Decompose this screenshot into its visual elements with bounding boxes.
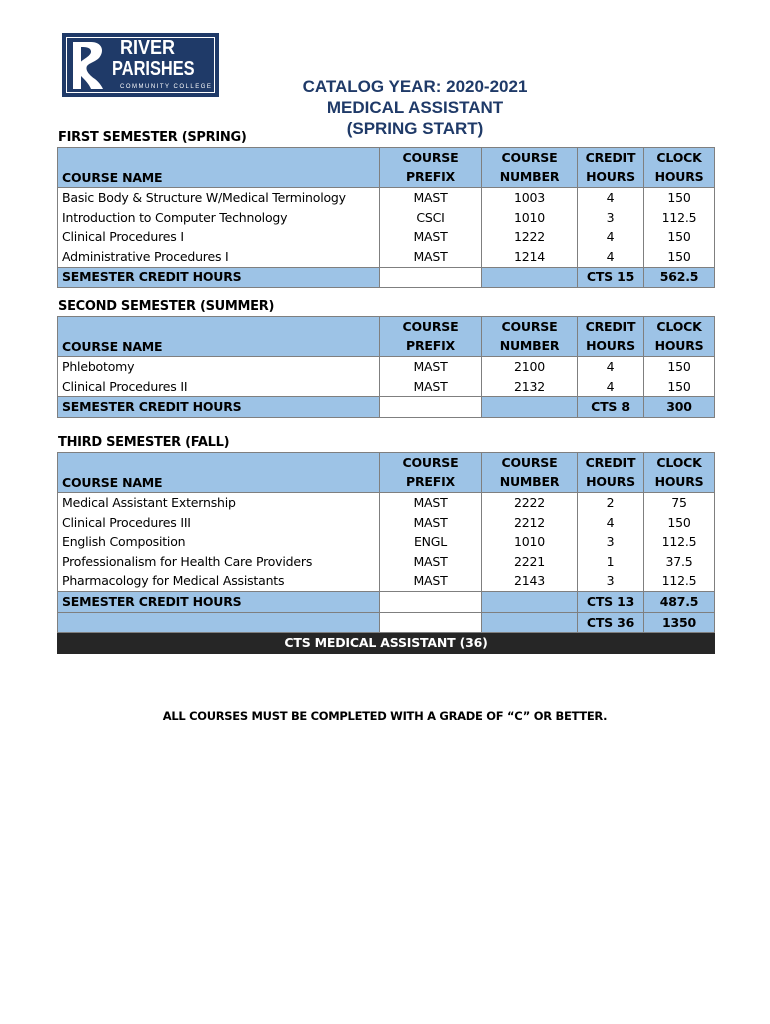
course-name: Clinical Procedures II [58, 377, 380, 397]
course-number: 2132 [482, 377, 578, 397]
semester-total-credit: CTS 15 [578, 267, 644, 288]
clock-hours: 112.5 [644, 572, 715, 592]
course-number: 2221 [482, 552, 578, 572]
header-credit-top: CREDIT [578, 317, 644, 337]
semester-total-label: SEMESTER CREDIT HOURS [58, 397, 380, 418]
semester-total-row [58, 592, 715, 613]
course-number: 1010 [482, 208, 578, 228]
logo-text-college: COMMUNITY COLLEGE [120, 84, 213, 90]
semester-total-row [58, 397, 715, 418]
clock-hours: 150 [644, 227, 715, 247]
total-blank [380, 267, 482, 288]
program-credential-label: CTS MEDICAL ASSISTANT (36) [58, 633, 715, 654]
course-number: 2143 [482, 572, 578, 592]
grand-total-clock: 1350 [644, 612, 715, 633]
course-number: 2222 [482, 493, 578, 513]
start-term: (SPRING START) [346, 119, 484, 138]
grand-total-row [58, 612, 715, 633]
header-blank [58, 148, 380, 168]
semester-1-heading: FIRST SEMESTER (SPRING) [58, 130, 247, 145]
course-prefix: ENGL [380, 532, 482, 552]
grand-total-blank [482, 612, 578, 633]
clock-hours: 112.5 [644, 208, 715, 228]
header-course-name: COURSE NAME [58, 168, 380, 188]
table-row [58, 513, 715, 533]
course-number: 1222 [482, 227, 578, 247]
college-logo [62, 33, 219, 97]
header-credit-bottom: HOURS [578, 337, 644, 357]
grand-total-blank [380, 612, 482, 633]
header-credit-bottom: HOURS [578, 473, 644, 493]
semester-total-row [58, 267, 715, 288]
course-number: 2212 [482, 513, 578, 533]
course-name: Clinical Procedures I [58, 227, 380, 247]
table-row [58, 377, 715, 397]
total-blank [380, 397, 482, 418]
semester-total-clock: 487.5 [644, 592, 715, 613]
semester-total-credit: CTS 13 [578, 592, 644, 613]
header-credit-top: CREDIT [578, 453, 644, 473]
course-number: 1010 [482, 532, 578, 552]
page-title [260, 76, 570, 139]
catalog-year: CATALOG YEAR: 2020-2021 [302, 77, 528, 96]
course-name: English Composition [58, 532, 380, 552]
clock-hours: 150 [644, 513, 715, 533]
course-name: Basic Body & Structure W/Medical Terminology [58, 188, 380, 208]
header-credit-top: CREDIT [578, 148, 644, 168]
header-prefix-bottom: PREFIX [380, 337, 482, 357]
header-number-top: COURSE [482, 317, 578, 337]
header-course-name: COURSE NAME [58, 473, 380, 493]
header-prefix-top: COURSE [380, 317, 482, 337]
credit-hours: 2 [578, 493, 644, 513]
table-row [58, 532, 715, 552]
semester-3-table [57, 452, 715, 654]
header-number-bottom: NUMBER [482, 168, 578, 188]
semester-2-table [57, 316, 715, 418]
credit-hours: 4 [578, 513, 644, 533]
header-number-top: COURSE [482, 148, 578, 168]
header-credit-bottom: HOURS [578, 168, 644, 188]
course-name: Administrative Procedures I [58, 247, 380, 267]
course-prefix: MAST [380, 377, 482, 397]
table-row [58, 208, 715, 228]
header-clock-bottom: HOURS [644, 473, 715, 493]
semester-1-table [57, 147, 715, 288]
semester-total-clock: 300 [644, 397, 715, 418]
semester-2-heading: SECOND SEMESTER (SUMMER) [58, 299, 275, 314]
grade-requirement-note: ALL COURSES MUST BE COMPLETED WITH A GRADE OF “C” OR BETTER. [162, 709, 608, 723]
course-name: Pharmacology for Medical Assistants [58, 572, 380, 592]
course-number: 2100 [482, 357, 578, 377]
course-name: Introduction to Computer Technology [58, 208, 380, 228]
program-total-row [58, 633, 715, 654]
course-prefix: MAST [380, 493, 482, 513]
semester-total-label: SEMESTER CREDIT HOURS [58, 592, 380, 613]
clock-hours: 37.5 [644, 552, 715, 572]
credit-hours: 4 [578, 377, 644, 397]
course-name: Phlebotomy [58, 357, 380, 377]
course-prefix: MAST [380, 227, 482, 247]
credit-hours: 4 [578, 188, 644, 208]
table-row [58, 227, 715, 247]
clock-hours: 150 [644, 357, 715, 377]
grand-total-blank [58, 612, 380, 633]
table-row [58, 357, 715, 377]
river-r-icon [69, 39, 107, 91]
clock-hours: 112.5 [644, 532, 715, 552]
header-blank [58, 453, 380, 473]
course-prefix: MAST [380, 513, 482, 533]
header-clock-top: CLOCK [644, 148, 715, 168]
total-blank [482, 397, 578, 418]
clock-hours: 75 [644, 493, 715, 513]
program-name: MEDICAL ASSISTANT [326, 98, 504, 117]
credit-hours: 3 [578, 208, 644, 228]
credit-hours: 3 [578, 572, 644, 592]
header-prefix-bottom: PREFIX [380, 473, 482, 493]
credit-hours: 4 [578, 247, 644, 267]
clock-hours: 150 [644, 377, 715, 397]
table-row [58, 552, 715, 572]
header-clock-top: CLOCK [644, 317, 715, 337]
header-clock-top: CLOCK [644, 453, 715, 473]
course-name: Clinical Procedures III [58, 513, 380, 533]
header-clock-bottom: HOURS [644, 168, 715, 188]
table-row [58, 247, 715, 267]
semester-total-credit: CTS 8 [578, 397, 644, 418]
total-blank [482, 267, 578, 288]
course-prefix: MAST [380, 247, 482, 267]
credit-hours: 3 [578, 532, 644, 552]
course-name: Professionalism for Health Care Providers [58, 552, 380, 572]
logo-text-parishes: PARISHES [112, 58, 195, 80]
header-prefix-bottom: PREFIX [380, 168, 482, 188]
semester-3-heading: THIRD SEMESTER (FALL) [58, 435, 230, 450]
table-row [58, 493, 715, 513]
course-prefix: MAST [380, 572, 482, 592]
header-number-bottom: NUMBER [482, 473, 578, 493]
course-prefix: MAST [380, 357, 482, 377]
credit-hours: 4 [578, 227, 644, 247]
course-prefix: MAST [380, 552, 482, 572]
header-prefix-top: COURSE [380, 453, 482, 473]
header-number-top: COURSE [482, 453, 578, 473]
header-clock-bottom: HOURS [644, 337, 715, 357]
course-prefix: CSCI [380, 208, 482, 228]
course-prefix: MAST [380, 188, 482, 208]
credit-hours: 4 [578, 357, 644, 377]
table-row [58, 572, 715, 592]
total-blank [380, 592, 482, 613]
credit-hours: 1 [578, 552, 644, 572]
course-number: 1214 [482, 247, 578, 267]
header-blank [58, 317, 380, 337]
semester-total-clock: 562.5 [644, 267, 715, 288]
semester-total-label: SEMESTER CREDIT HOURS [58, 267, 380, 288]
total-blank [482, 592, 578, 613]
clock-hours: 150 [644, 188, 715, 208]
table-row [58, 188, 715, 208]
clock-hours: 150 [644, 247, 715, 267]
logo-text-river: RIVER [120, 37, 176, 59]
course-number: 1003 [482, 188, 578, 208]
header-course-name: COURSE NAME [58, 337, 380, 357]
course-name: Medical Assistant Externship [58, 493, 380, 513]
header-prefix-top: COURSE [380, 148, 482, 168]
grand-total-credit: CTS 36 [578, 612, 644, 633]
header-number-bottom: NUMBER [482, 337, 578, 357]
